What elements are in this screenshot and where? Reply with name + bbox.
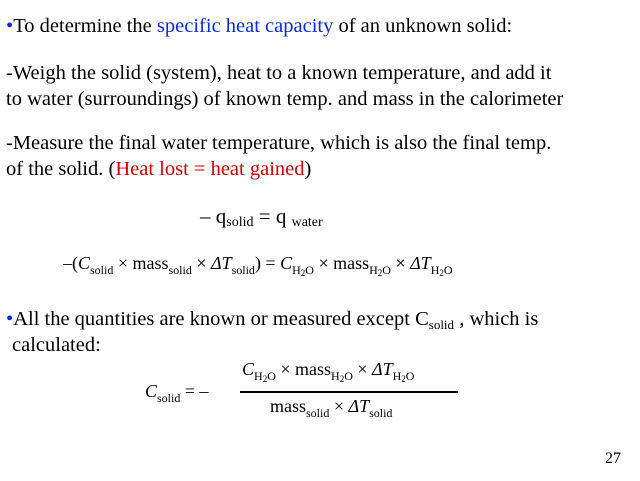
c-solid-formula-denominator: mass$_{solid}$ × $\Delta T_{solid}$ — [270, 396, 393, 420]
bullet-icon: • — [6, 15, 14, 37]
weigh-step-line-2: to water (surroundings) of known temp. and mass in the calorimeter — [6, 88, 564, 110]
heat-lost-heat-gained: Heat lost = heat gained — [115, 158, 305, 180]
weigh-step-line-1: -Weigh the solid (system), heat to a known temperature, and add it — [6, 62, 552, 84]
c-solid-formula-lhs: $C_{solid}$ = – — [145, 381, 209, 405]
intro-line: •To determine the specific heat capacity of an unknown solid: — [6, 15, 513, 37]
expanded-heat-equation: $-(C_{solid}$ × mass$_{solid}$ × $\Delta T_{solid}) = C_{H_2O}$ × mass$_{H_2O}$ × $\Delta T_{H_2O}$ — [63, 253, 453, 278]
calculated-line: calculated: — [12, 334, 101, 356]
fraction-bar — [240, 391, 458, 393]
bullet-icon: • — [6, 308, 14, 330]
c-solid-formula-numerator: $C_{H_2O}$ × mass$_{H_2O}$ × $\Delta T_{H_2O}$ — [242, 359, 415, 384]
heat-balance-equation: – $q_{solid} = q$ $_{water}$ — [200, 204, 323, 230]
unknown-quantity-line: •All the quantities are known or measured except $C_{solid}$ , which is — [6, 308, 539, 332]
page-number: 27 — [605, 450, 621, 467]
specific-heat-capacity-term: specific heat capacity — [156, 15, 334, 37]
measure-step-line-1: -Measure the final water temperature, which is also the final temp. — [6, 132, 552, 154]
measure-step-line-2: of the solid. (Heat lost = heat gained) — [6, 158, 312, 180]
